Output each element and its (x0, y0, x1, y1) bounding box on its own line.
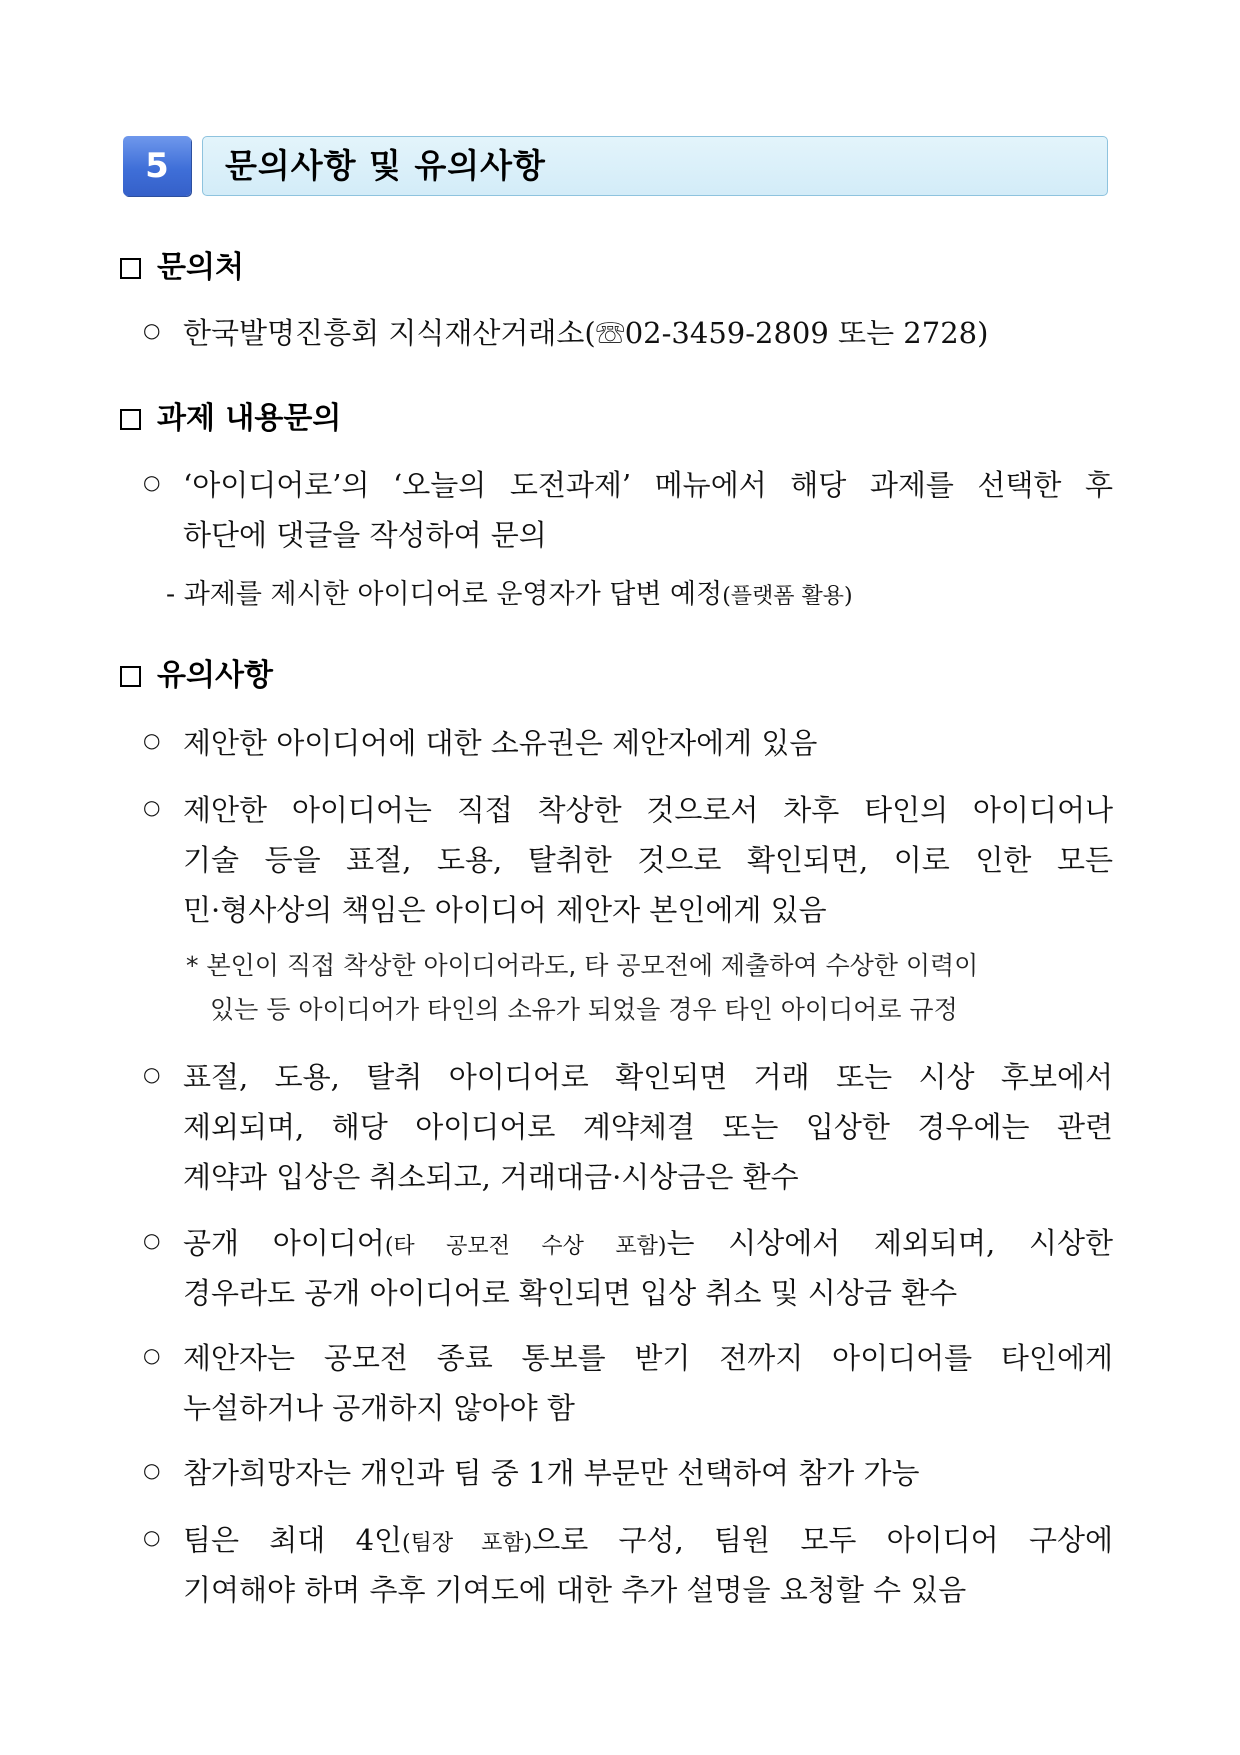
note-item-5-line1: 제안자는 공모전 종료 통보를 받기 전까지 아이디어를 타인에게 (183, 1341, 1113, 1375)
bullet-circle-icon: ○ (143, 1228, 161, 1252)
note-item-4-line2: 경우라도 공개 아이디어로 확인되면 입상 취소 및 시상금 환수 (183, 1276, 958, 1310)
heading-contact: 문의처 (120, 248, 244, 288)
task-inquiry-line1: ‘아이디어로’의 ‘오늘의 도전과제’ 메뉴에서 해당 과제를 선택한 후 (183, 468, 1113, 502)
note-item-2-footnote-line2: 있는 등 아이디어가 타인의 소유가 되었을 경우 타인 아이디어로 규정 (210, 995, 958, 1024)
heading-notes: 유의사항 (120, 656, 273, 696)
note-item-3-line2: 제외되며, 해당 아이디어로 계약체결 또는 입상한 경우에는 관련 (183, 1110, 1113, 1144)
note-item-6: 참가희망자는 개인과 팀 중 1개 부문만 선택하여 참가 가능 (183, 1456, 920, 1490)
bullet-circle-icon: ○ (143, 1343, 161, 1367)
note-item-2-line3: 민·형사상의 책임은 아이디어 제안자 본인에게 있음 (183, 893, 827, 927)
note-item-7-line1: 팀은 최대 4인(팀장 포함)으로 구성, 팀원 모두 아이디어 구상에 (183, 1523, 1113, 1557)
task-inquiry-dash-item: - 과제를 제시한 아이디어로 운영자가 답변 예정(플랫폼 활용) (166, 579, 853, 610)
note-item-2-line2: 기술 등을 표절, 도용, 탈취한 것으로 확인되면, 이로 인한 모든 (183, 843, 1113, 877)
contact-line: 한국발명진흥회 지식재산거래소(☏02-3459-2809 또는 2728) (183, 316, 989, 350)
bullet-circle-icon: ○ (143, 318, 161, 342)
checkbox-square-icon (120, 409, 141, 430)
heading-task-inquiry: 과제 내용문의 (120, 399, 341, 439)
bullet-circle-icon: ○ (143, 1458, 161, 1482)
bullet-circle-icon: ○ (143, 1525, 161, 1549)
section-title-box (202, 136, 1108, 196)
note-item-2-line1: 제안한 아이디어는 직접 착상한 것으로서 차후 타인의 아이디어나 (183, 793, 1113, 827)
note-item-4-line1: 공개 아이디어(타 공모전 수상 포함)는 시상에서 제외되며, 시상한 (183, 1226, 1113, 1260)
bullet-circle-icon: ○ (143, 795, 161, 819)
checkbox-square-icon (120, 666, 141, 687)
note-item-3-line1: 표절, 도용, 탈취 아이디어로 확인되면 거래 또는 시상 후보에서 (183, 1060, 1113, 1094)
note-item-1: 제안한 아이디어에 대한 소유권은 제안자에게 있음 (183, 726, 818, 760)
note-item-2-footnote-line1: * 본인이 직접 착상한 아이디어라도, 타 공모전에 제출하여 수상한 이력이 (186, 951, 979, 980)
section-number-badge: 5 (123, 136, 191, 196)
checkbox-square-icon (120, 258, 141, 279)
section-title: 문의사항 및 유의사항 (225, 146, 546, 185)
note-item-3-line3: 계약과 입상은 취소되고, 거래대금·시상금은 환수 (183, 1160, 799, 1194)
bullet-circle-icon: ○ (143, 1062, 161, 1086)
note-item-7-line2: 기여해야 하며 추후 기여도에 대한 추가 설명을 요청할 수 있음 (183, 1573, 967, 1607)
note-item-5-line2: 누설하거나 공개하지 않아야 함 (183, 1391, 575, 1425)
task-inquiry-line2: 하단에 댓글을 작성하여 문의 (183, 518, 547, 552)
bullet-circle-icon: ○ (143, 728, 161, 752)
bullet-circle-icon: ○ (143, 470, 161, 494)
